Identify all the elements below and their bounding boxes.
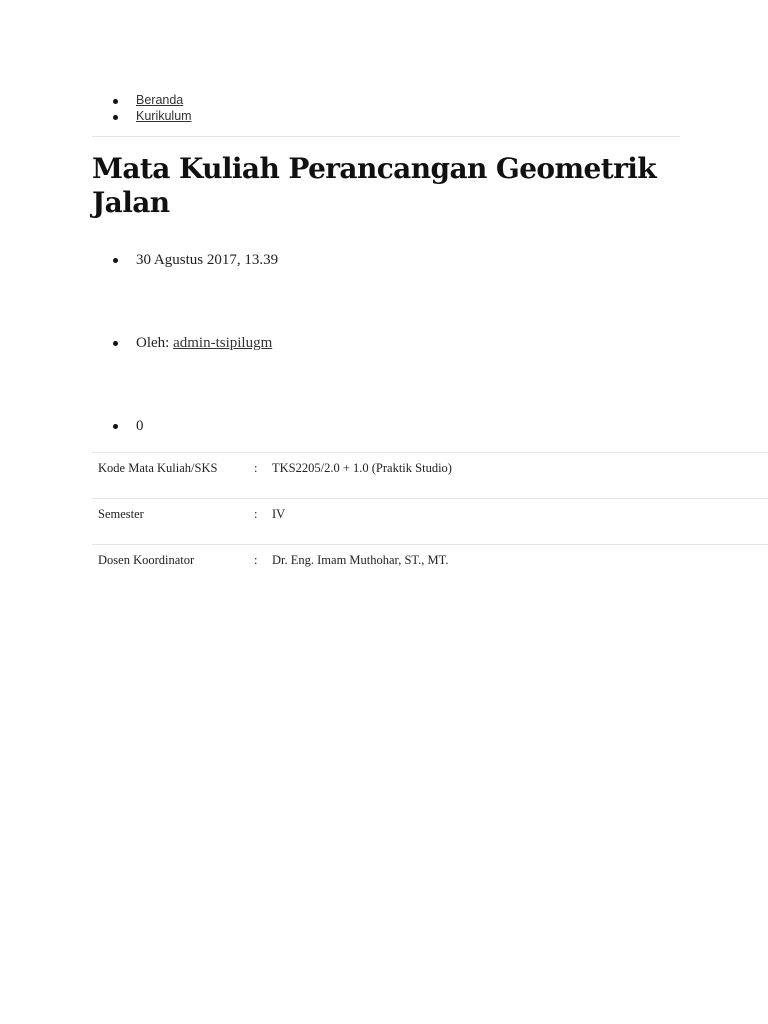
post-date-list	[92, 251, 278, 269]
row-label: Dosen Koordinator	[92, 545, 248, 591]
comment-count-text: 0	[136, 418, 144, 434]
table-row	[92, 545, 768, 591]
comment-count	[92, 417, 144, 435]
table-row	[92, 499, 768, 545]
breadcrumb	[92, 92, 680, 137]
row-value: IV	[266, 499, 768, 545]
bullet-icon	[113, 99, 118, 104]
bullet-icon	[113, 424, 118, 429]
row-value: TKS2205/2.0 + 1.0 (Praktik Studio)	[266, 453, 768, 499]
row-separator: :	[248, 453, 266, 499]
breadcrumb-item-kurikulum	[92, 108, 680, 124]
page-title: Mata Kuliah Perancangan Geometrik Jalan	[92, 152, 657, 219]
breadcrumb-item-beranda	[92, 92, 680, 108]
post-comments-list	[92, 417, 144, 435]
post-author	[92, 334, 272, 352]
row-separator: :	[248, 545, 266, 591]
author-link[interactable]: admin-tsipilugm	[173, 335, 273, 351]
row-label: Kode Mata Kuliah/SKS	[92, 453, 248, 499]
bullet-icon	[113, 341, 118, 346]
bullet-icon	[113, 258, 118, 263]
author-prefix: Oleh:	[136, 335, 170, 351]
post-date	[92, 251, 278, 269]
post-author-list	[92, 334, 272, 352]
row-separator: :	[248, 499, 266, 545]
bullet-icon	[113, 115, 118, 120]
table-row	[92, 453, 768, 499]
post-date-text: 30 Agustus 2017, 13.39	[136, 252, 279, 268]
breadcrumb-link-beranda[interactable]: Beranda	[136, 93, 184, 107]
row-label: Semester	[92, 499, 248, 545]
row-value: Dr. Eng. Imam Muthohar, ST., MT.	[266, 545, 768, 591]
course-details-table	[92, 452, 768, 591]
breadcrumb-link-kurikulum[interactable]: Kurikulum	[136, 109, 192, 123]
